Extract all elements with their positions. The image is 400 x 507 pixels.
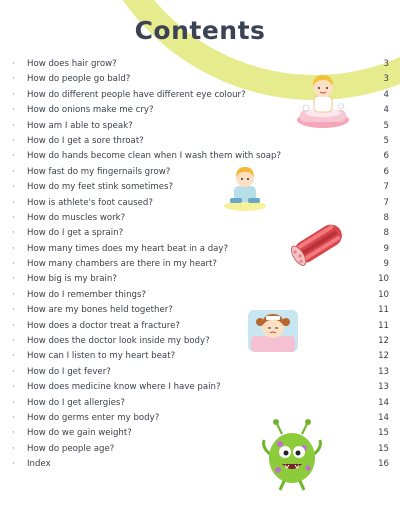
bullet-dot: · <box>12 89 15 100</box>
bullet-dot: · <box>12 274 15 285</box>
toc-entry-page-number: 11 <box>378 320 389 331</box>
bullet-dot: · <box>12 397 15 408</box>
bullet-dot: · <box>12 259 15 270</box>
toc-entry-page-number: 10 <box>378 289 389 300</box>
toc-entry-title: How does medicine know where I have pain? <box>27 382 221 393</box>
toc-entry-title: How do I get a sprain? <box>27 228 124 239</box>
toc-entry-title: How big is my brain? <box>27 274 117 285</box>
toc-entry-page-number: 8 <box>383 212 389 223</box>
toc-entry <box>12 457 389 472</box>
bullet-dot: · <box>12 212 15 223</box>
toc-entry-title: How do people go bald? <box>27 74 131 85</box>
bullet-dot: · <box>12 228 15 239</box>
toc-entry-title: How fast do my fingernails grow? <box>27 166 171 177</box>
toc-entry-page-number: 13 <box>378 366 389 377</box>
toc-entry-title: How do my feet stink sometimes? <box>27 182 174 193</box>
toc-entry-title: How many times does my heart beat in a day? <box>27 243 229 254</box>
bullet-dot: · <box>12 59 15 69</box>
toc-entry-page-number: 8 <box>383 228 389 239</box>
toc-entry-title: How do I get allergies? <box>27 397 125 408</box>
toc-entry-page-number: 12 <box>378 351 389 362</box>
toc-entry-title: How do different people have different eye colour? <box>27 89 246 100</box>
toc-entry-title: How does a doctor treat a fracture? <box>27 320 180 331</box>
toc-entry <box>12 119 389 134</box>
toc-entry-page-number: 12 <box>378 336 389 347</box>
toc-entry <box>12 180 389 195</box>
toc-entry-page-number: 5 <box>383 120 389 131</box>
bullet-dot: · <box>12 105 15 116</box>
toc-entry <box>12 411 389 426</box>
toc-entry <box>12 165 389 180</box>
toc-entry <box>12 257 389 272</box>
toc-entry <box>12 226 389 241</box>
toc-entry <box>12 334 389 349</box>
toc-entry-page-number: 3 <box>383 59 389 69</box>
bullet-dot: · <box>12 197 15 208</box>
toc-entry-page-number: 7 <box>383 182 389 193</box>
toc-entry-page-number: 6 <box>383 166 389 177</box>
toc-entry <box>12 349 389 364</box>
toc-entry <box>12 396 389 411</box>
toc-entry-title: How do onions make me cry? <box>27 105 154 116</box>
toc-entry-title: How can I listen to my heart beat? <box>27 351 176 362</box>
bullet-dot: · <box>12 412 15 423</box>
bullet-dot: · <box>12 366 15 377</box>
toc-entry <box>12 57 389 72</box>
toc-entry-title: How am I able to speak? <box>27 120 133 131</box>
bullet-dot: · <box>12 382 15 393</box>
bullet-dot: · <box>12 243 15 254</box>
toc-entry-page-number: 16 <box>378 459 389 470</box>
toc-entry <box>12 319 389 334</box>
toc-entry-title: Index <box>27 459 51 470</box>
bullet-dot: · <box>12 443 15 454</box>
toc-entry-title: How is athlete's foot caused? <box>27 197 153 208</box>
toc-entry-title: How do hands become clean when I wash them with soap? <box>27 151 282 162</box>
toc-entry-title: How do I get fever? <box>27 366 111 377</box>
toc-entry <box>12 88 389 103</box>
toc-entry <box>12 365 389 380</box>
toc-entry <box>12 134 389 149</box>
bullet-dot: · <box>12 182 15 193</box>
toc-entry-page-number: 14 <box>378 412 389 423</box>
bullet-dot: · <box>12 305 15 316</box>
toc-entry-page-number: 4 <box>383 105 389 116</box>
toc-entry <box>12 196 389 211</box>
table-of-contents <box>12 57 389 473</box>
toc-entry-title: How does the doctor look inside my body? <box>27 336 210 347</box>
toc-entry-page-number: 10 <box>378 274 389 285</box>
toc-entry-page-number: 15 <box>378 443 389 454</box>
toc-entry-page-number: 3 <box>383 74 389 85</box>
toc-entry-page-number: 11 <box>378 305 389 316</box>
bullet-dot: · <box>12 351 15 362</box>
toc-entry-title: How do I get a sore throat? <box>27 135 144 146</box>
toc-entry-page-number: 4 <box>383 89 389 100</box>
toc-entry-page-number: 13 <box>378 382 389 393</box>
toc-entry <box>12 442 389 457</box>
toc-entry <box>12 149 389 164</box>
toc-entry-title: How do germs enter my body? <box>27 412 160 423</box>
toc-entry-title: How many chambers are there in my heart? <box>27 259 217 270</box>
bullet-dot: · <box>12 459 15 470</box>
toc-entry <box>12 303 389 318</box>
bullet-dot: · <box>12 120 15 131</box>
toc-entry-title: How do muscles work? <box>27 212 126 223</box>
bullet-dot: · <box>12 151 15 162</box>
toc-entry <box>12 72 389 87</box>
toc-entry-page-number: 9 <box>383 259 389 270</box>
toc-entry <box>12 288 389 303</box>
bullet-dot: · <box>12 336 15 347</box>
bullet-dot: · <box>12 135 15 146</box>
toc-entry-page-number: 15 <box>378 428 389 439</box>
toc-entry-title: How do I remember things? <box>27 289 147 300</box>
toc-entry-title: How do people age? <box>27 443 115 454</box>
toc-entry-page-number: 5 <box>383 135 389 146</box>
toc-entry-title: How are my bones held together? <box>27 305 173 316</box>
bullet-dot: · <box>12 428 15 439</box>
bullet-dot: · <box>12 74 15 85</box>
bullet-dot: · <box>12 166 15 177</box>
bullet-dot: · <box>12 289 15 300</box>
toc-entry-page-number: 6 <box>383 151 389 162</box>
page-title: Contents <box>134 16 266 45</box>
toc-entry <box>12 272 389 287</box>
toc-entry <box>12 211 389 226</box>
toc-entry <box>12 380 389 395</box>
toc-entry-page-number: 14 <box>378 397 389 408</box>
toc-entry-page-number: 9 <box>383 243 389 254</box>
toc-entry-page-number: 7 <box>383 197 389 208</box>
toc-entry <box>12 426 389 441</box>
toc-entry-title: How do we gain weight? <box>27 428 132 439</box>
toc-entry <box>12 242 389 257</box>
bullet-dot: · <box>12 320 15 331</box>
toc-entry <box>12 103 389 118</box>
toc-entry-title: How does hair grow? <box>27 59 117 69</box>
